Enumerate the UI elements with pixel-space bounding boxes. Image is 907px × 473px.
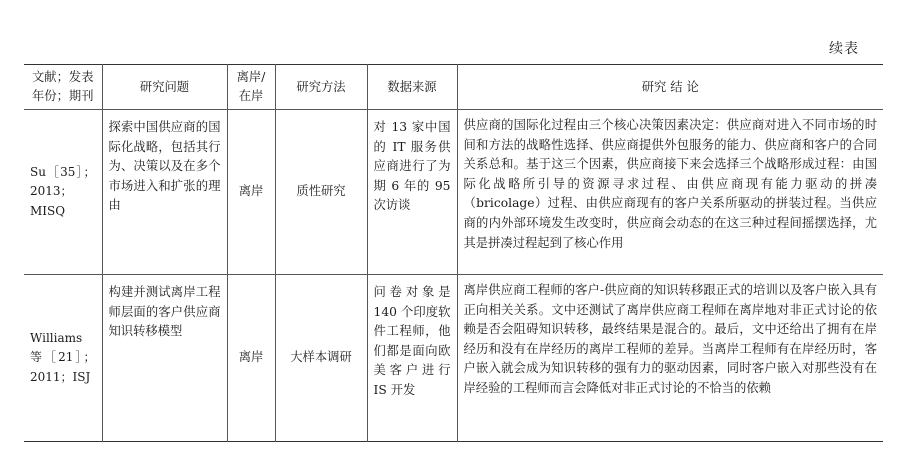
- literature-table: [24, 64, 883, 442]
- header-data-source: 数据来源: [367, 65, 457, 110]
- table-row: [24, 275, 883, 442]
- header-reference: 文献；发表 年份；期刊: [32, 70, 94, 103]
- header-conclusion: 研究 结 论: [457, 65, 883, 110]
- cell-data-source: 问卷对象是 140 个印度软件工程师，他们都是面向欧美客户进行 IS 开发: [367, 275, 457, 442]
- cell-data-source: 对 13 家中国的 IT 服务供应商进行了为期 6 年的 95 次访谈: [367, 110, 457, 275]
- cell-research-method: 大样本调研: [275, 275, 367, 442]
- cell-reference: Su［35］；2013；MISQ: [30, 164, 96, 218]
- cell-conclusion: 供应商的国际化过程由三个核心决策因素决定：供应商对进入不同市场的时间和方法的战略性选择、供应商提供外包服务的能力、供应商和客户的合同关系总和。基于这三个因素，供应商接下来会选择三个战略形成过程：由国际化战略所引导的资源寻求过程、由供应商现有能力驱动的拼凑（bricolage）过程、由供应商现有的客户关系所驱动的拼装过程。当供应商的内外部环境发生改变时，供应商会动态的在这三种过程间摇摆选择，尤其是拼凑过程起到了核心作用: [457, 110, 883, 275]
- cell-conclusion: 离岸供应商工程师的客户-供应商的知识转移跟正式的培训以及客户嵌入具有正向相关关系。文中还测试了离岸供应商工程师在离岸地对非正式讨论的依赖是否会阻碍知识转移，最终结果是混合的。最后，文中还给出了拥有在岸经历和没有在岸经历的离岸工程师的差异。当离岸工程师有在岸经历时，客户嵌入就会成为知识转移的强有力的驱动因素，同时客户嵌入对那些没有在岸经验的工程师而言会降低对非正式讨论的不恰当的依赖: [457, 275, 883, 442]
- cell-research-question: 探索中国供应商的国际化战略，包括其行为、决策以及在多个市场进入和扩张的理由: [102, 110, 227, 275]
- cell-research-method: 质性研究: [275, 110, 367, 275]
- continued-label: 续表: [829, 41, 859, 57]
- cell-offshore-onshore: 离岸: [227, 275, 275, 442]
- header-offshore-onshore: 离岸/ 在岸: [227, 65, 275, 110]
- header-research-method: 研究方法: [275, 65, 367, 110]
- cell-offshore-onshore: 离岸: [227, 110, 275, 275]
- table-header-row: [24, 65, 883, 110]
- cell-research-question: 构建并测试离岸工程师层面的客户供应商知识转移模型: [102, 275, 227, 442]
- table-row: [24, 110, 883, 275]
- cell-reference: Williams 等［21］；2011；ISJ: [30, 330, 96, 384]
- header-research-question: 研究问题: [102, 65, 227, 110]
